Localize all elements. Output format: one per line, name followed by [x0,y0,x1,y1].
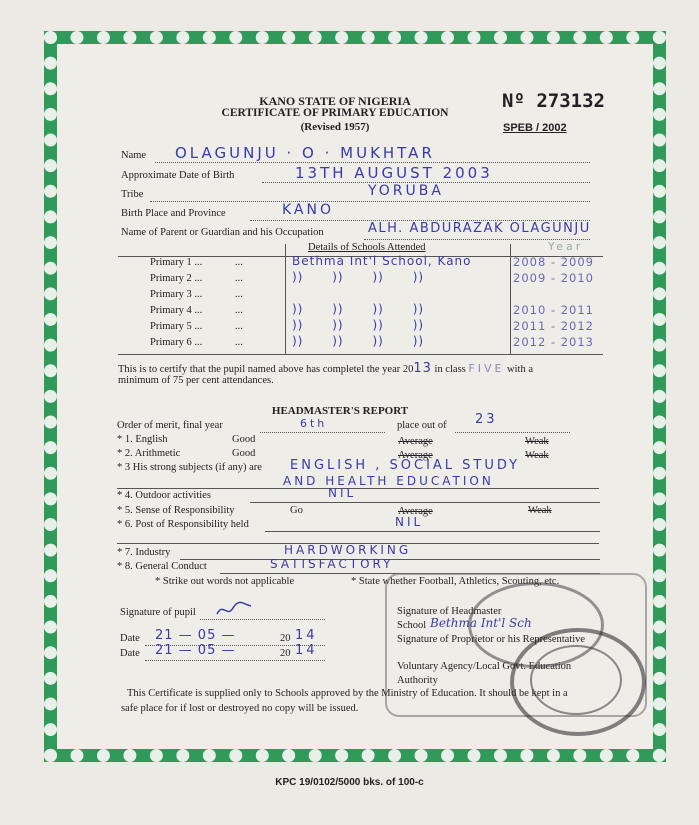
certify-text-1: This is to certify that the pupil named above has complete [118,364,362,375]
proprietor-label: Signature of Proprietor or his Representative [397,634,586,645]
school-year-5: 2011 - 2012 [513,319,594,333]
school-name-2: )) )) )) )) [292,270,425,284]
certify-text-5: minimum of 75 per cent attendances. [118,375,274,386]
footer-code: KPC 19/0102/5000 bks. of 100-c [275,777,424,788]
date2-year-prefix: 20 [280,648,291,659]
primary-dots-5: ... [235,321,243,332]
conduct-value: SATISFACTORY [270,557,394,571]
place-label: place out of [397,420,447,431]
post-value: NIL [395,515,424,529]
school-year-4: 2010 - 2011 [513,303,594,317]
certificate-title: CERTIFICATE OF PRIMARY EDUCATION [221,107,449,119]
strike-note: * Strike out words not applicable [155,576,295,587]
date2-label: Date [120,648,140,659]
tribe-line [150,201,590,202]
birthplace-value: KANO [282,202,335,218]
strong-label: * 3 His strong subjects (if any) are [117,462,262,473]
agency-label: Voluntary Agency/Local Govt. Education [397,661,572,672]
english-good: Good [232,434,256,445]
sense-weak: Weak [528,505,552,516]
schools-bottom-line [118,354,603,355]
industry-value: HARDWORKING [284,543,412,557]
primary-dots-1: ... [235,257,243,268]
date1-value: 21 — 05 — [155,628,236,643]
certify-text [118,361,533,376]
date2-line [145,660,325,661]
school-year-1: 2008 - 2009 [513,255,594,269]
primary-label-2: Primary 2 ... [150,273,203,284]
date1-label: Date [120,633,140,644]
arith-weak: Weak [525,450,549,461]
tribe-label: Tribe [121,189,144,200]
pupil-signature-label: Signature of pupil [120,607,196,618]
school-year-6: 2012 - 2013 [513,335,594,349]
schools-divider-left [285,244,286,354]
dob-value: 13TH AUGUST 2003 [295,164,493,182]
strong-line [117,488,599,489]
pupil-signature-line [200,619,325,620]
strong-value-2: AND HEALTH EDUCATION [283,474,494,488]
school-name-1: Bethma Int'l School, Kano [292,254,472,268]
certify-text-3: in class [434,364,466,375]
english-weak: Weak [525,436,549,447]
round-stamp-inner [530,645,622,715]
notice-line-2: safe place for if lost or destroyed no copy will be issued. [121,703,359,714]
english-average: Average [398,436,433,447]
post-line [265,531,600,532]
certify-year: 13 [413,361,432,376]
school-name-6: )) )) )) )) [292,334,425,348]
outdoor-value: NIL [328,486,357,500]
order-value: 6th [300,417,328,430]
school-label: School [397,620,427,631]
date2-value: 21 — 05 — [155,643,236,658]
arith-good: Good [232,448,256,459]
primary-dots-6: ... [235,337,243,348]
primary-label-1: Primary 1 ... [150,257,203,268]
headmaster-signature-label: Signature of Headmaster [397,606,502,617]
english-label: * 1. English [117,434,168,445]
outdoor-label: * 4. Outdoor activities [117,490,211,501]
dob-label: Approximate Date of Birth [121,170,235,181]
certify-class: FIVE [468,362,505,375]
primary-dots-3: ... [235,289,243,300]
school-name-4: )) )) )) )) [292,302,425,316]
primary-label-5: Primary 5 ... [150,321,203,332]
sense-good: Go [290,505,303,516]
certify-text-4: with a [507,364,533,375]
arith-average: Average [398,450,433,461]
date1-year-prefix: 20 [280,633,291,644]
place-line [455,432,570,433]
schools-header: Details of Schools Attended [308,242,426,253]
school-name-5: )) )) )) )) [292,318,425,332]
outdoor-line [250,502,600,503]
report-title: HEADMASTER'S REPORT [271,405,409,417]
school-value: Bethma Int'l Sch [430,616,532,630]
state-title: KANO STATE OF NIGERIA [259,94,411,108]
name-line [155,162,590,163]
certificate-number: Nº 273132 [502,90,605,112]
notice-line-1: This Certificate is supplied only to Schools approved by the Ministry of Education. It should be kept in a [127,688,568,699]
date2-year: 14 [295,643,318,658]
schools-divider-right [510,244,511,354]
tribe-value: YORUBA [368,183,444,199]
parent-value: ALH. ABDURAZAK OLAGUNJU [368,221,591,236]
primary-dots-4: ... [235,305,243,316]
primary-label-3: Primary 3 ... [150,289,203,300]
primary-label-6: Primary 6 ... [150,337,203,348]
birthplace-label: Birth Place and Province [121,208,226,219]
authority-label: Authority [397,675,438,686]
name-label: Name [121,150,147,161]
primary-label-4: Primary 4 ... [150,305,203,316]
post-label: * 6. Post of Responsibility held [117,519,249,530]
order-label: Order of merit, final year [117,420,223,431]
state-note: * State whether Football, Athletics, Scouting, etc. [351,576,560,587]
sense-label: * 5. Sense of Responsibility [117,505,235,516]
school-year-2: 2009 - 2010 [513,271,594,285]
arith-label: * 2. Arithmetic [117,448,181,459]
year-header: Year [548,240,584,253]
parent-label: Name of Parent or Guardian and his Occupation [121,227,324,238]
certify-text-2: l the year 20 [361,364,414,375]
speb-code: SPEB / 2002 [503,122,567,134]
industry-label: * 7. Industry [117,547,171,558]
place-value: 23 [475,412,498,427]
revision-note: (Revised 1957) [300,121,370,133]
pupil-signature [215,600,255,618]
conduct-label: * 8. General Conduct [117,561,207,572]
order-line [260,432,385,433]
name-value: OLAGUNJU · O · MUKHTAR [175,144,435,162]
date1-year: 14 [295,628,318,643]
sense-average: Average [398,506,433,517]
strong-value-1: ENGLISH , SOCIAL STUDY [290,458,521,473]
primary-dots-2: ... [235,273,243,284]
